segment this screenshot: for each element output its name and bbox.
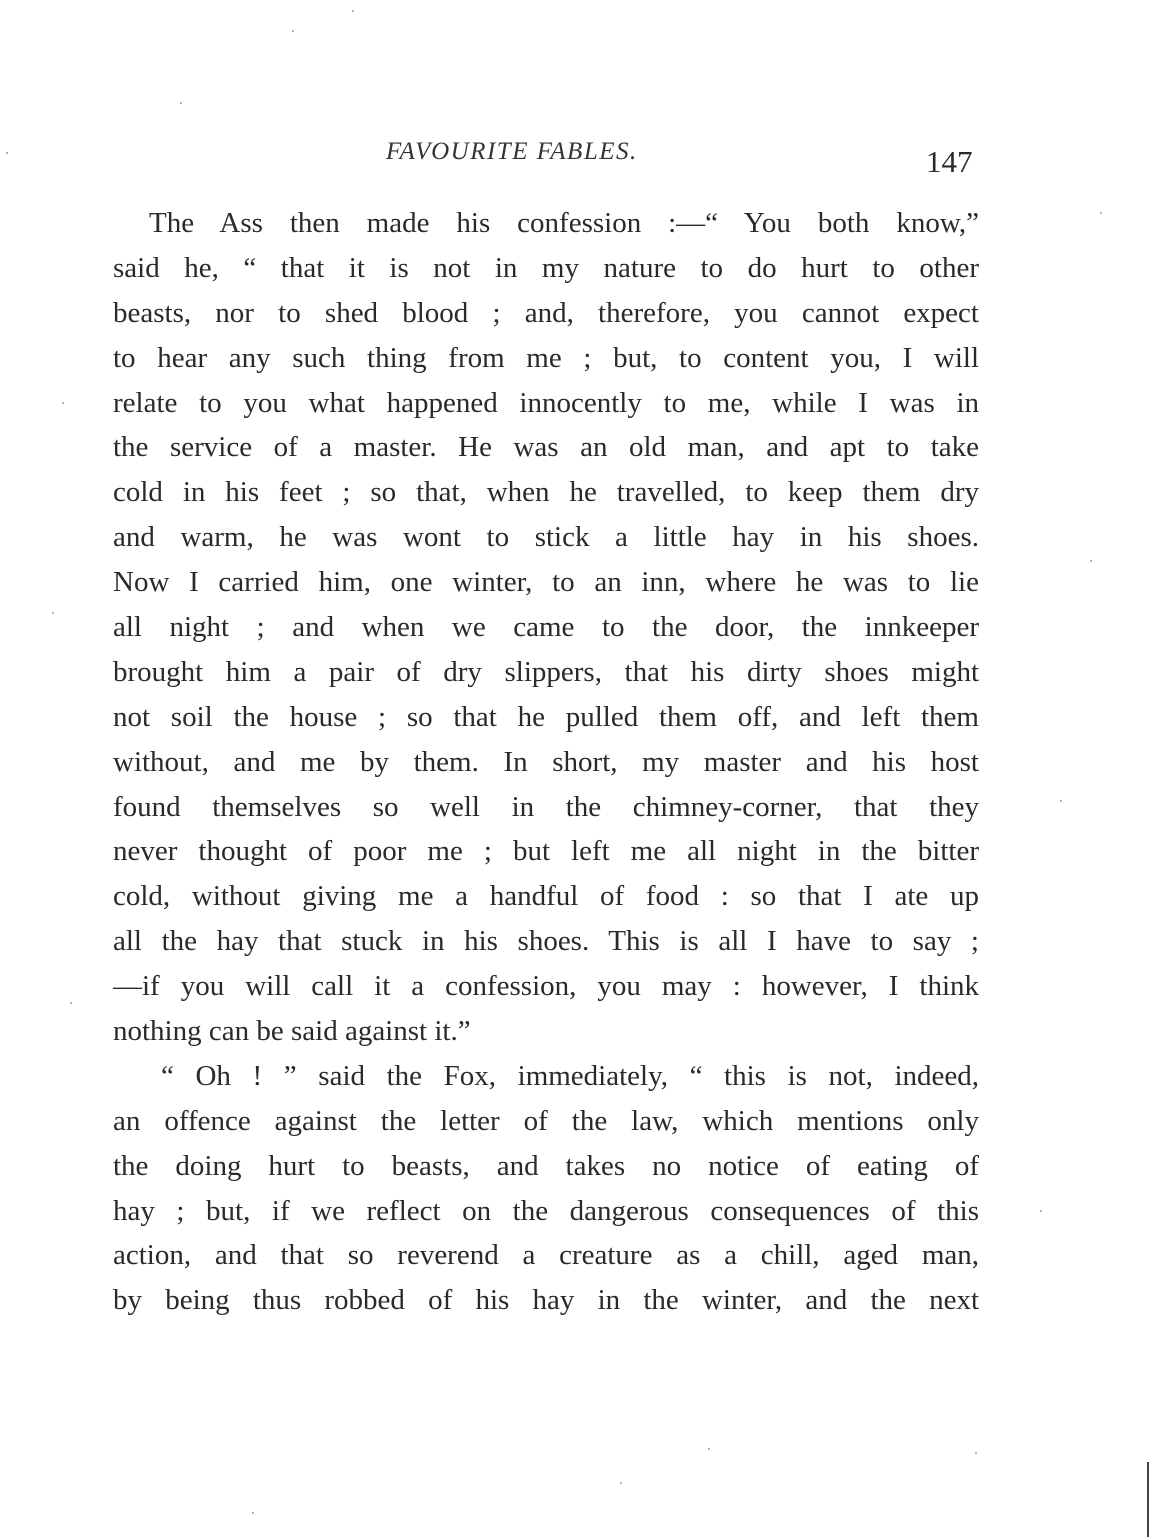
text-line: action, and that so reverend a creature as a chill, aged man, (113, 1239, 979, 1272)
text-line: brought him a pair of dry slippers, that his dirty shoes might (113, 655, 979, 688)
text-line: never thought of poor me ; but left me all night in the bitter (113, 835, 979, 868)
text-line: the service of a master. He was an old man, and apt to take (113, 431, 979, 464)
text-line: by being thus robbed of his hay in the winter, and the next (113, 1284, 979, 1317)
text-line: —if you will call it a confession, you may : however, I think (113, 970, 979, 1003)
scan-speck (1090, 560, 1092, 562)
scan-speck (52, 612, 54, 614)
scan-speck (180, 102, 182, 104)
scan-edge-mark (1147, 1462, 1149, 1537)
text-line: cold in his feet ; so that, when he travelled, to keep them dry (113, 476, 979, 509)
text-line: without, and me by them. In short, my master and his host (113, 745, 979, 778)
text-line: Now I carried him, one winter, to an inn, where he was to lie (113, 566, 979, 599)
scan-speck (6, 152, 8, 154)
text-line: to hear any such thing from me ; but, to content you, I will (113, 341, 979, 374)
text-line: said he, “ that it is not in my nature to do hurt to other (113, 251, 979, 284)
text-line: not soil the house ; so that he pulled them off, and left them (113, 700, 979, 733)
running-head (0, 138, 1152, 178)
text-line: “ Oh ! ” said the Fox, immediately, “ this is not, indeed, (161, 1059, 979, 1092)
scan-speck (1060, 800, 1062, 802)
text-line: found themselves so well in the chimney-corner, that they (113, 790, 979, 823)
text-line: The Ass then made his confession :—“ You both know,” (149, 207, 979, 239)
page-number: 147 (926, 144, 973, 179)
scan-speck (620, 1482, 622, 1484)
text-line: an offence against the letter of the law, which mentions only (113, 1104, 979, 1137)
text-line: the doing hurt to beasts, and takes no notice of eating of (113, 1149, 979, 1182)
scan-speck (1040, 1210, 1042, 1212)
text-line: hay ; but, if we reflect on the dangerous consequences of this (113, 1194, 979, 1227)
scan-speck (62, 402, 64, 404)
text-line: nothing can be said against it.” (113, 1015, 471, 1048)
scan-speck (70, 1002, 72, 1004)
scan-speck (708, 1448, 710, 1450)
text-line: and warm, he was wont to stick a little hay in his shoes. (113, 521, 979, 554)
text-line: beasts, nor to shed blood ; and, therefore, you cannot expect (113, 296, 979, 329)
scan-speck (292, 30, 294, 32)
text-line: cold, without giving me a handful of food : so that I ate up (113, 880, 979, 913)
running-title: FAVOURITE FABLES. (386, 138, 638, 165)
scan-speck (975, 1452, 977, 1454)
text-line: all night ; and when we came to the door, the innkeeper (113, 611, 979, 644)
text-line: all the hay that stuck in his shoes. This is all I have to say ; (113, 925, 979, 958)
body-text (113, 201, 979, 1323)
scan-speck (352, 10, 354, 12)
scan-speck (252, 1512, 254, 1514)
scan-speck (1100, 212, 1102, 214)
text-line: relate to you what happened innocently to me, while I was in (113, 386, 979, 419)
